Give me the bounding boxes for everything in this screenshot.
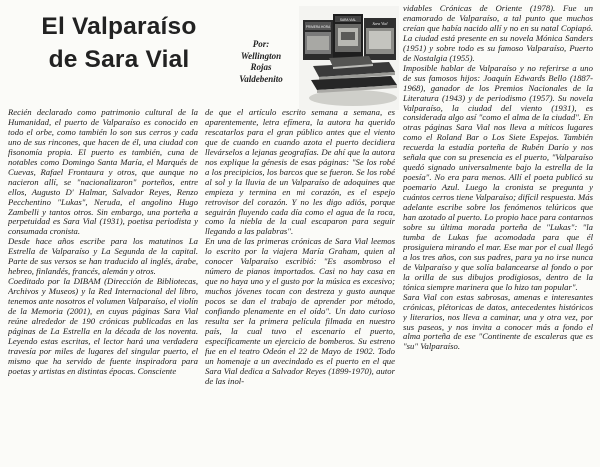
book-stack-illustration [299, 6, 399, 110]
book-middle-title: SARA VIAL [339, 18, 357, 22]
book-left-title: PRIMERA HORA [305, 25, 331, 29]
article-title [14, 10, 224, 76]
article-title-line2: de Sara Vial [48, 46, 190, 73]
article-column-1 [8, 108, 198, 464]
article-column-3 [403, 4, 593, 464]
book-cover-middle [333, 14, 363, 58]
paragraph: vidables Crónicas de Oriente (1978). Fue un enamorado de Valparaíso, a tal punto que muchos creían que había nacido allí y no en su natal Copiapó. La ciudad está presente en su novela Mónica Sanders (1951) y sobre todo es su famoso Valparaíso, Puerto de Nostalgia (1955). [403, 4, 593, 63]
paragraph: Imposible hablar de Valparaíso y no referirse a uno de sus famosos hijos: Joaquín Edwards Bello (1887-1968), ganador de los Premios Nacionales de la Literatura (1943) y de periodismo (1957). Su novela Valparaíso, la ciudad del viento (1931), es considerada algo así "como el alma de la ciudad". En otras páginas Sara Vial nos lleva a míticos lugares como el Roland Bar o Los Siete Espejos. También recuerda la estadía porteña de Rubén Darío y nos señala que con su presencia es el puerto, "Valparaíso quedó signado universalmente bajo la estrella de la poesía". No era para menos. Allí el poeta publicó su poemario Azul. Luego la cronista se pregunta y cuántos cerros tiene Valparaíso; difícil respuesta. Más adelante escribe sobre los fenómenos telúricos que han azotado al puerto. Lo propio hace para contarnos sobre su última morada porteña de "Lukas": "la tumba de Lukas fue acomodada para que él prosiguiera mirando el mar. Ese mar por el cual llegó a los tres años, con sus padres, para ya no irse nunca de Valparaíso y que solía balancearse al fondo o por la orilla de sus dibujos prodigiosos, dentro de la tónica siempre marinera que lo hizo tan popular". [403, 62, 593, 292]
byline-author-last: Valdebenito [239, 73, 283, 84]
paragraph: Desde hace años escribe para los matutinos La Estrella de Valparaíso y La Segunda de la capital. Parte de sus versos se han traducido al inglés, árabe, hebreo, finlandés, francés, alemán y otros. [8, 236, 198, 277]
paragraph: En una de las primeras crónicas de Sara Vial leemos lo escrito por la viajera María Graham, quien al conocer Valparaíso escribió: "Es asombroso el número de pianos importados. Casi no hay casa en que no haya uno y el gusto por la música es excesivo; muchos jóvenes tocan con destreza y gusto aunque pocos se dan el trabajo de aprender por método, confiando plenamente en el oído". Un dato curioso resulta ser la primera película filmada en nuestro país, la cual tuvo el escenario el puerto, específicamente un ejercicio de bomberos. Su estreno fue en el teatro Odeón el 22 de Mayo de 1902. Todo un homenaje a un avecindado es el puerto en el que Sara Vial dedica a Salvador Reyes (1899-1970), autor de las inol- [205, 236, 395, 386]
book-cover-right [364, 18, 396, 60]
paragraph: Coeditado por la DIBAM (Dirección de Bibliotecas, Archivos y Museos) y la Red Internacional del libro, tenemos ante nosotros el volumen Valparaíso, el violín de la Memoria (2001), en cuyas páginas Sara Vial reúne alrededor de 190 crónicas publicadas en las páginas de La Estrella en la década de los noventa. Leyendo estas escritas, el lector hará una verdadera travesía por miles de lugares del singular puerto, el mismo que ha servido de fuente inspiradora para poetas y artistas en distintas épocas. Consciente [8, 276, 198, 376]
article-title-line1: El Valparaíso [41, 13, 197, 40]
byline-author-first: Wellington [240, 50, 282, 61]
byline-por: Por: [252, 39, 270, 49]
paragraph: Recién declarado como patrimonio cultural de la Humanidad, el puerto de Valparaíso es conocido en todo el orbe, como también lo son sus cerros y cada uno de sus rincones, que hacen de él, una ciudad con fisonomía propia. El puerto es también, cuna de notables como Domingo Santa María, el Marqués de Cuevas, Rafael Frontaura y otros, que aunque no nacieron allí, se "nacionalizaron" porteños, entre ellos, Augusto D' Halmar, Salvador Reyes, Renzo Pecchentino "Lukas", Neruda, el angolino Hugo Zambelli y tantos otros. Sin embargo, una porteña a perpetuidad es Sara Vial (1931), poetisa periodista y consumada cronista. [8, 108, 198, 237]
book-stack-photo [299, 6, 399, 110]
paragraph: Sara Vial con estas sabrosas, amenas e interesantes crónicas, plétoricas de datos, antecedentes históricos y literarios, nos lleva a caminar, una y otra vez, por sus paseos, y nos invita a conocer más a fondo el alma porteña de ese "Continente de escaleras que es "su" Valparaíso. [403, 291, 593, 352]
byline [226, 39, 296, 85]
byline-author-middle: Rojas [250, 62, 272, 72]
book-cover-left [303, 20, 333, 60]
paragraph: de que el artículo escrito semana a semana, es aparentemente, letra efímera, la autora ha querido rescatarlos para el gran público antes que el viento que de cuando en cuando azota el puerto decidiera llevárselos a lejanas geografías. De ahí que la autora nos explique la génesis de esas páginas: "Se los robé a los precipicios, los barcos que se fueron. Se los robé al sol y la lluvia de un Valparaíso de adoquines que empieza y termina en mi corazón, es el espejo retrovisor del corazón. Y no les digo adiós, porque seguirán fluyendo cada día como el agua de la roca, como la niebla de la cual escaparon para seguir llegando a las palabras". [205, 108, 395, 237]
book-right-title: Sara Vial [372, 21, 388, 26]
article-column-2 [205, 108, 395, 464]
